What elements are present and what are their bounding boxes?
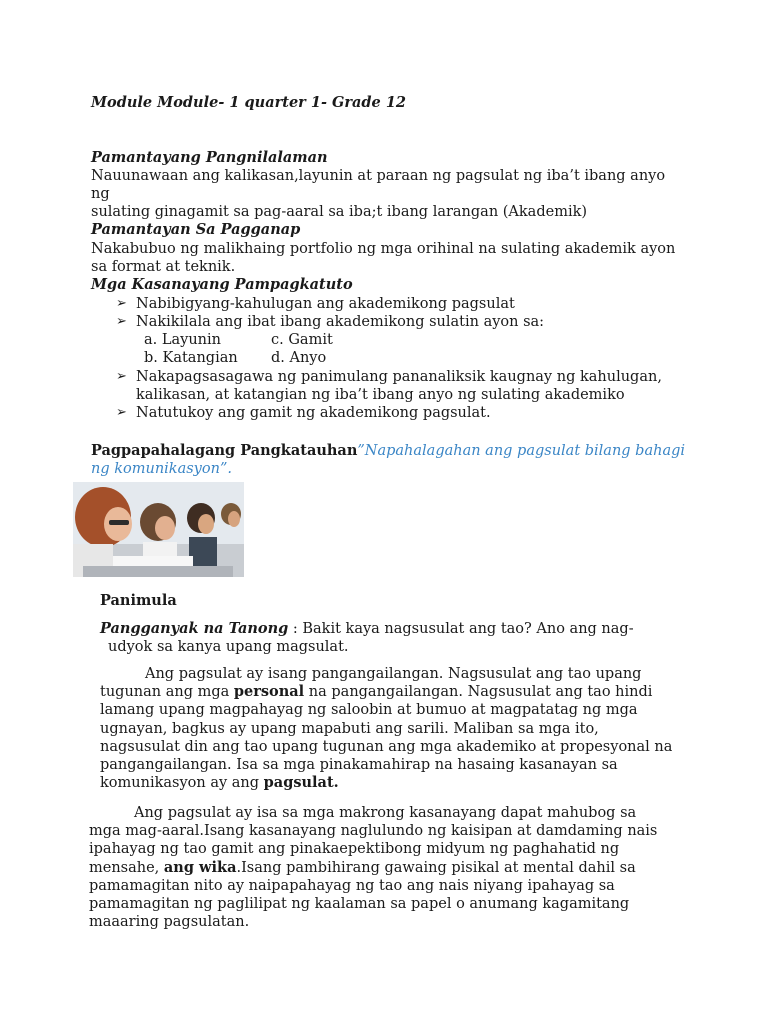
sub-item-d: d. Anyo: [271, 350, 327, 366]
pagganap-line-2: sa format at teknik.: [91, 259, 236, 275]
para1-line-7: [100, 774, 672, 792]
tanong-label: Pangganyak na Tanong: [100, 620, 289, 637]
arrow-bullet-icon: ➢: [116, 296, 127, 311]
para2-line-1: Ang pagsulat ay isa sa mga makrong kasanayang dapat mahubog sa: [134, 805, 637, 821]
kasanayan-bullet-2: Nakikilala ang ibat ibang akademikong sulatin ayon sa:: [136, 314, 545, 330]
para2-line-7: maaaring pagsulatan.: [89, 914, 250, 931]
pangnilalaman-line-3: sulating ginagamit sa pag-aaral sa iba;t ibang larangan (Akademik): [91, 204, 588, 220]
sub-item-c: c. Gamit: [271, 332, 333, 348]
para2-bold-ang-wika: ang wika: [163, 858, 237, 876]
para2-line-4: [89, 859, 657, 877]
para2-line-5: pamamagitan nito ay naipapahayag ng tao ang nais niyang ipahayag sa: [89, 877, 615, 894]
arrow-bullet-icon: ➢: [116, 369, 127, 384]
para1-line-4: ugnayan, bagkus ay upang mapabuti ang sarili. Maliban sa mga ito,: [100, 720, 599, 737]
para1-line-2: [100, 683, 672, 701]
pagpapahalaga-line-1: [91, 442, 685, 460]
para1-bold-pagsulat: pagsulat.: [263, 774, 339, 792]
panimula-heading: Panimula: [100, 592, 177, 609]
para1-bold-personal: personal: [233, 683, 305, 701]
students-writing-photo: [73, 482, 244, 577]
tanong-line-1: [100, 620, 634, 638]
kasanayan-bullet-3-line-2: kalikasan, at katangian ng iba’t ibang anyo ng sulating akademiko: [136, 387, 625, 403]
para1-text: komunikasyon ay ang: [100, 775, 264, 792]
para2-text: .Isang pambihirang gawaing pisikal at mental dahil sa: [236, 859, 636, 876]
para2-line-2: mga mag-aaral.Isang kasanayang naglulundo ng kaisipan at damdaming nais: [89, 823, 658, 840]
kasanayan-heading: Mga Kasanayang Pampagkatuto: [91, 276, 353, 293]
tanong-line-2: udyok sa kanya upang magsulat.: [108, 639, 349, 655]
paragraph-2: [89, 804, 657, 931]
pagpapahalaga-label: Pagpapahalagang Pangkatauhan: [91, 442, 358, 459]
sub-item-b: b. Katangian: [144, 350, 238, 366]
tanong-text-1: : Bakit kaya nagsusulat ang tao? Ano ang nag-: [288, 621, 634, 637]
para2-line-6: pamamagitan ng paglilipat ng kaalaman sa papel o anumang kagamitang: [89, 896, 630, 913]
pagganap-line-1: Nakabubuo ng malikhaing portfolio ng mga orihinal na sulating akademik ayon: [91, 241, 676, 257]
para1-text: na pangangailangan. Nagsusulat ang tao hindi: [304, 684, 653, 701]
para1-line-5: nagsusulat din ang tao upang tugunan ang mga akademiko at propesyonal na: [100, 738, 673, 755]
pagpapahalaga-quote-2: ng komunikasyon”.: [91, 461, 232, 477]
para2-line-3: ipahayag ng tao gamit ang pinakaepektibong midyum ng paghahatid ng: [89, 841, 620, 858]
pangnilalaman-line-1: Nauunawaan ang kalikasan,layunin at paraan ng pagsulat ng iba’t ibang anyo: [91, 168, 666, 184]
students-illustration: [73, 482, 244, 577]
sub-item-a: a. Layunin: [144, 332, 221, 348]
module-title: Module Module- 1 quarter 1- Grade 12: [91, 94, 407, 111]
para2-text: mensahe,: [89, 859, 164, 876]
para1-line-3: lamang upang magpahayag ng saloobin at bumuo at magpatatag ng mga: [100, 702, 638, 719]
arrow-bullet-icon: ➢: [116, 314, 127, 329]
paragraph-1: [100, 665, 672, 792]
kasanayan-bullet-3-line-1: Nakapagsasagawa ng panimulang pananaliksik kaugnay ng kahulugan,: [136, 369, 662, 385]
pagganap-heading: Pamantayan Sa Pagganap: [91, 221, 301, 238]
pagpapahalaga-quote-1: ”Napahalagahan ang pagsulat bilang bahagi: [357, 443, 686, 459]
kasanayan-bullet-4: Natutukoy ang gamit ng akademikong pagsulat.: [136, 405, 491, 421]
pangnilalaman-line-2: ng: [91, 186, 110, 202]
para1-line-6: pangangailangan. Isa sa mga pinakamahirap na hasaing kasanayan sa: [100, 757, 618, 774]
kasanayan-bullet-1: Nabibigyang-kahulugan ang akademikong pagsulat: [136, 296, 515, 312]
para1-text: tugunan ang mga: [100, 684, 234, 701]
para1-line-1: Ang pagsulat ay isang pangangailangan. Nagsusulat ang tao upang: [145, 666, 642, 682]
pangnilalaman-heading: Pamantayang Pangnilalaman: [91, 149, 328, 166]
arrow-bullet-icon: ➢: [116, 405, 127, 420]
